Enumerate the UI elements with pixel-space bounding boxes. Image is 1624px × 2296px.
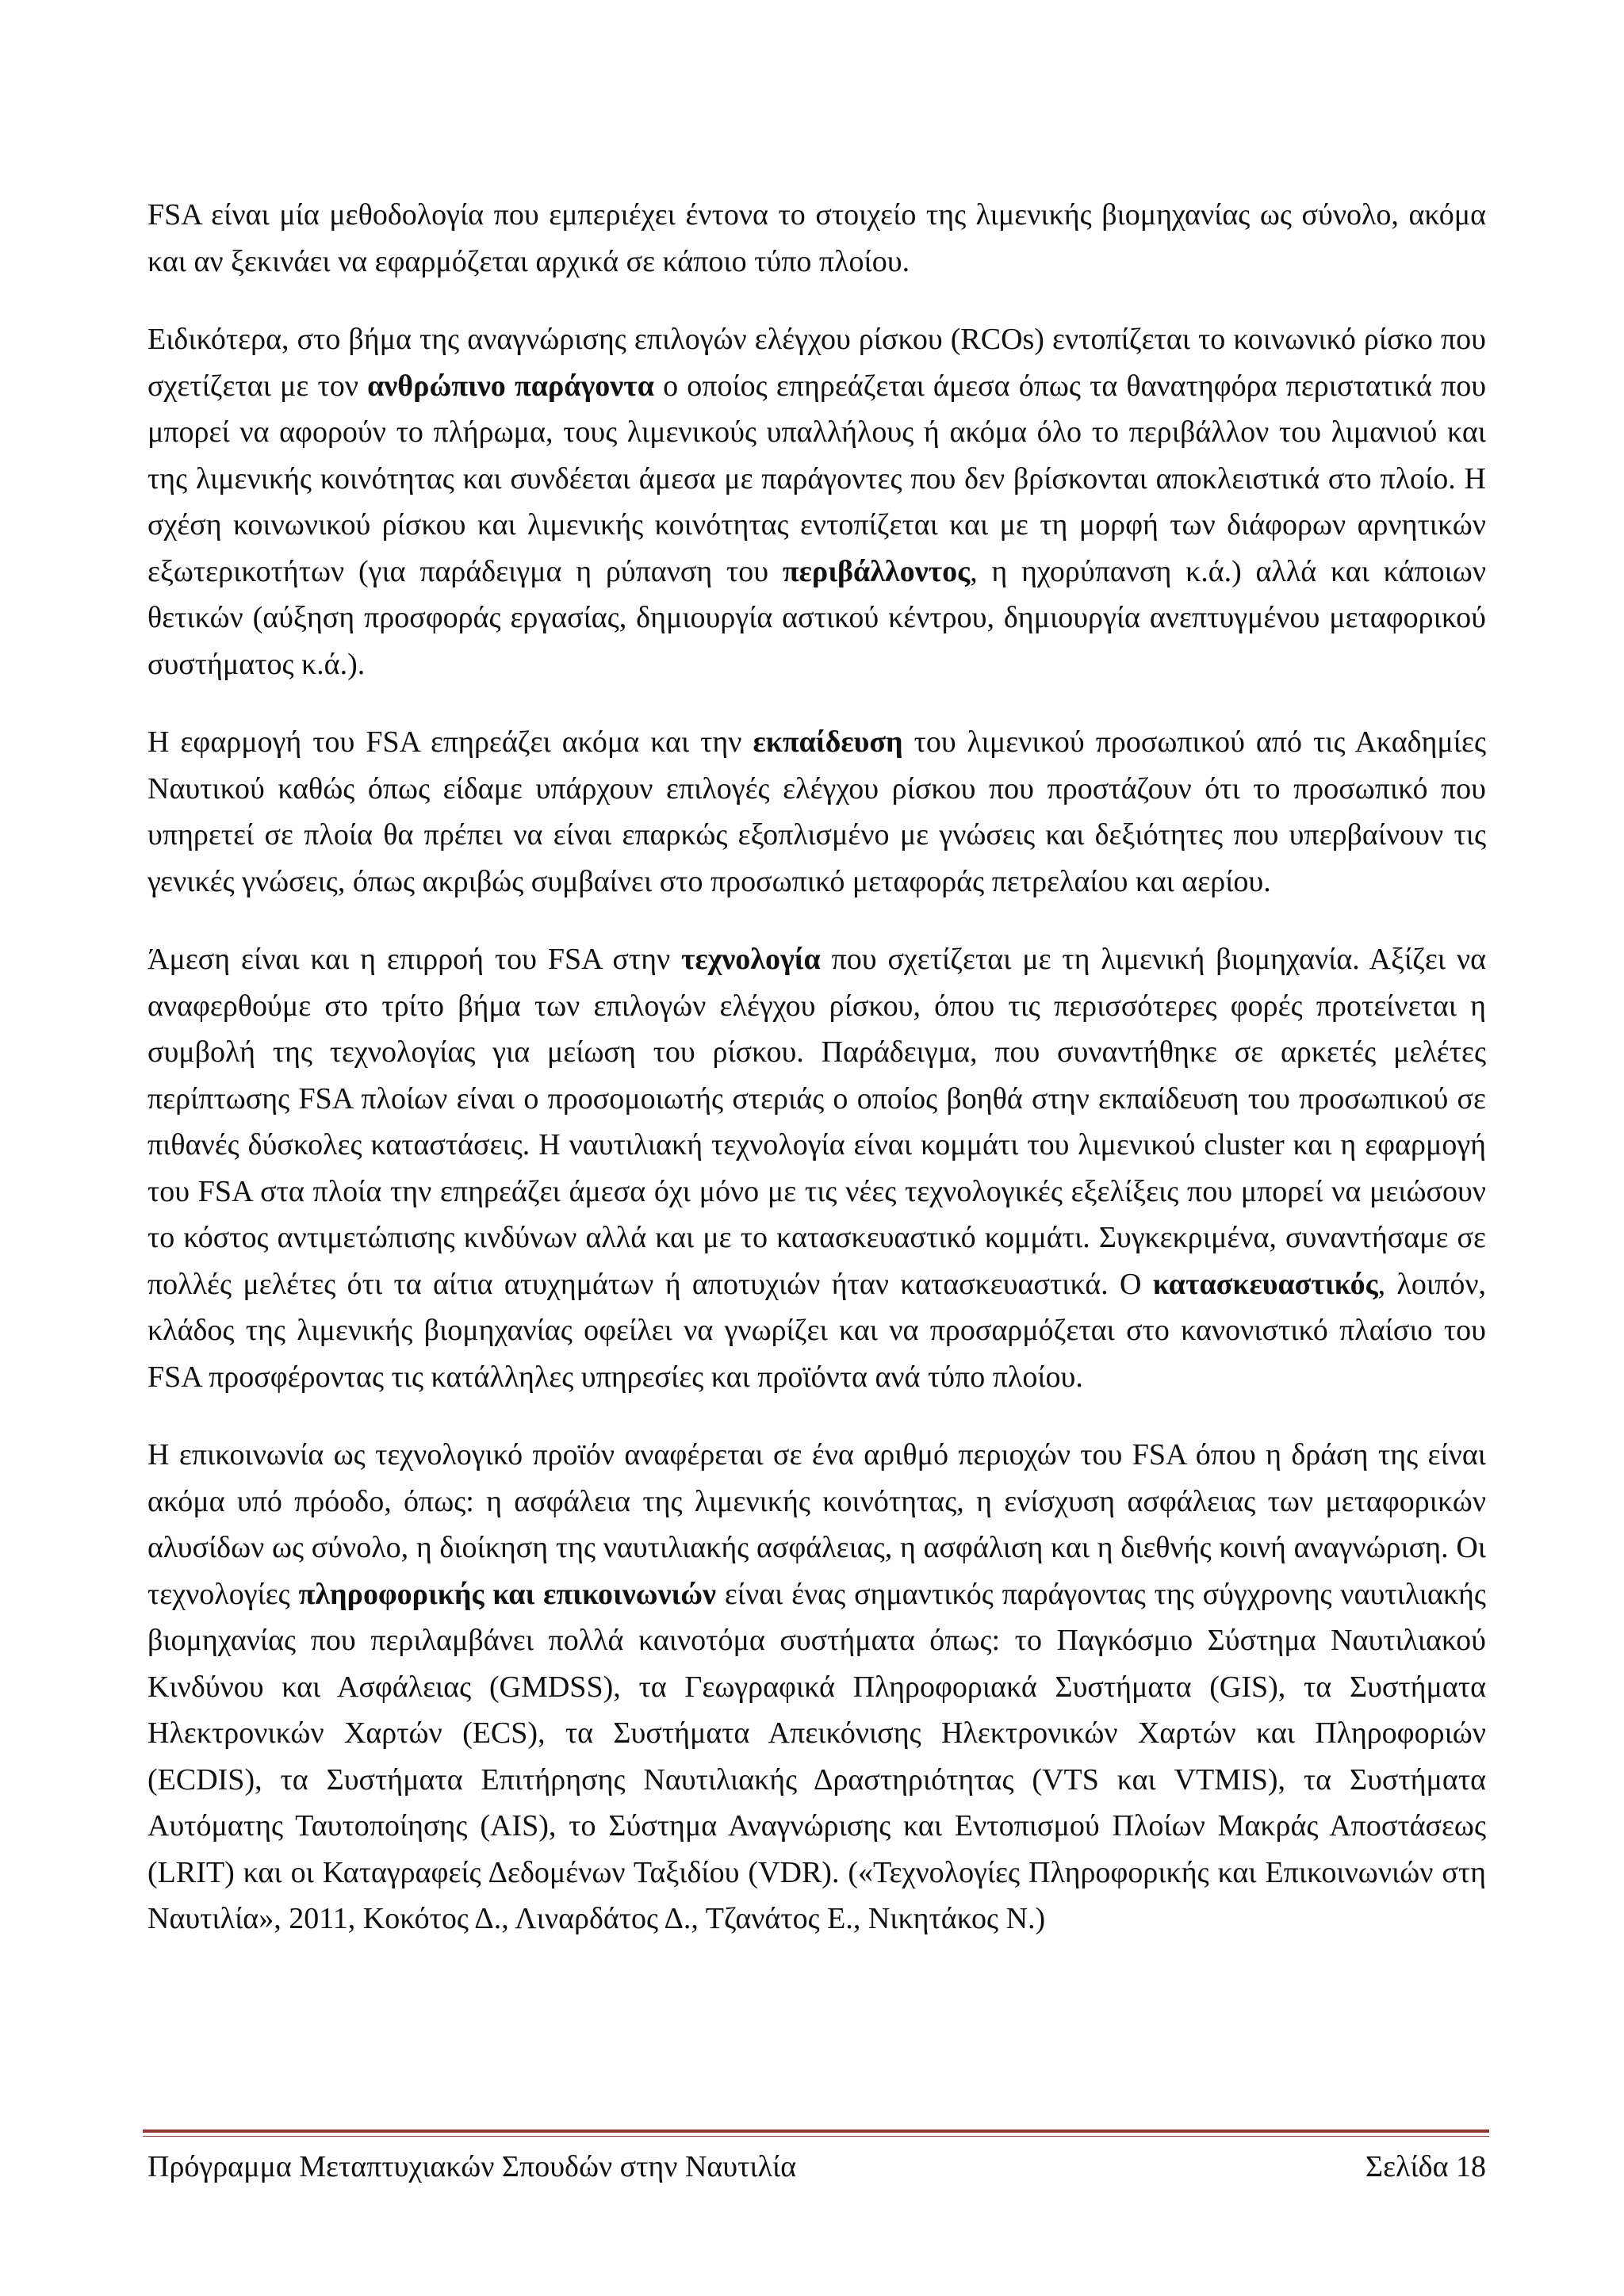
paragraph-4: [147, 936, 1486, 1400]
text-run: Ειδικότερα, στο βήμα της αναγνώρισης επιλογών ελέγχου ρίσκου (RCOs) εντοπίζεται το κοινωνικό ρίσκο που σχετίζεται με τον: [147, 323, 1486, 403]
footer-rule-thin: [143, 2136, 1489, 2137]
bold-term: εκπαίδευση: [753, 725, 903, 759]
text-run: ο οποίος επηρεάζεται άμεσα όπως τα θανατηφόρα περιστατικά που μπορεί να αφορούν το πλήρωμα, τους λιμενικούς υπαλλήλους ή ακόμα όλο το περιβάλλον του λιμανιού και της λιμενικής κοινότητας και συνδέεται άμεσα με παράγοντες που δεν βρίσκονται αποκλειστικά στο πλοίο. Η σχέση κοινωνικού ρίσκου και λιμενικής κοινότητας εντοπίζεται και με τη μορφή των διάφορων αρνητικών εξωτερικοτήτων (για παράδειγμα η ρύπανση του: [147, 369, 1487, 588]
body-text: [147, 192, 1486, 1974]
text-run: Άμεση είναι και η επιρροή του FSA στην: [147, 943, 681, 976]
bold-term: ανθρώπινο παράγοντα: [367, 369, 654, 403]
bold-term: περιβάλλοντος: [782, 554, 971, 588]
bold-term: τεχνολογία: [681, 943, 821, 976]
footer-rule: [143, 2130, 1489, 2133]
footer-page-number: Σελίδα 18: [1365, 2150, 1486, 2183]
text-run: , η ηχορύπανση κ.ά.) αλλά και κάποιων θετικών (αύξηση προσφοράς εργασίας, δημιουργία αστικού κέντρου, δημιουργία ανεπτυγμένου μεταφορικού συστήματος κ.ά.).: [147, 554, 1486, 681]
text-run: , λοιπόν, κλάδος της λιμενικής βιομηχανίας οφείλει να γνωρίζει και να προσαρμόζεται στο κανονιστικό πλαίσιο του FSA προσφέροντας τις κατάλληλες υπηρεσίες και προϊόντα ανά τύπο πλοίου.: [147, 1267, 1487, 1394]
paragraph-3: [147, 719, 1486, 905]
text-run: που σχετίζεται με τη λιμενική βιομηχανία. Αξίζει να αναφερθούμε στο τρίτο βήμα των επιλογών ελέγχου ρίσκου, όπου τις περισσότερες φορές προτείνεται η συμβολή της τεχνολογίας για μείωση του ρίσκου. Παράδειγμα, που συναντήθηκε σε αρκετές μελέτες περίπτωσης FSA πλοίων είναι ο προσομοιωτής στεριάς ο οποίος βοηθά στην εκπαίδευση του προσωπικού σε πιθανές δύσκολες καταστάσεις. Η ναυτιλιακή τεχνολογία είναι κομμάτι του λιμενικού cluster και η εφαρμογή του FSA στα πλοία την επηρεάζει άμεσα όχι μόνο με τις νέες τεχνολογικές εξελίξεις που μπορεί να μειώσουν το κόστος αντιμετώπισης κινδύνων αλλά και με το κατασκευαστικό κομμάτι. Συγκεκριμένα, συναντήσαμε σε πολλές μελέτες ότι τα αίτια ατυχημάτων ή αποτυχιών ήταν κατασκευαστικά. Ο: [147, 943, 1486, 1301]
paragraph-2: [147, 316, 1486, 687]
page-footer: [147, 2145, 1486, 2188]
footer-program-title: Πρόγραμμα Μεταπτυχιακών Σπουδών στην Ναυτιλία: [147, 2150, 797, 2183]
text-run: Η εφαρμογή του FSA επηρεάζει ακόμα και την: [147, 725, 753, 759]
text-run: Η επικοινωνία ως τεχνολογικό προϊόν αναφέρεται σε ένα αριθμό περιοχών του FSA όπου η δράση της είναι ακόμα υπό πρόοδο, όπως: η ασφάλεια της λιμενικής κοινότητας, η ενίσχυση ασφάλειας των μεταφορικών αλυσίδων ως σύνολο, η διοίκηση της ναυτιλιακής ασφάλειας, η ασφάλιση και η διεθνής κοινή αναγνώριση. Οι τεχνολογίες: [147, 1438, 1486, 1611]
bold-term: πληροφορικής και επικοινωνιών: [298, 1577, 717, 1611]
paragraph-1: [147, 192, 1486, 285]
text-run: FSA είναι μία μεθοδολογία που εμπεριέχει έντονα το στοιχείο της λιμενικής βιομηχανίας ως σύνολο, ακόμα και αν ξεκινάει να εφαρμόζεται αρχικά σε κάποιο τύπο πλοίου.: [147, 198, 1486, 278]
text-run: του λιμενικού προσωπικού από τις Ακαδημίες Ναυτικού καθώς όπως είδαμε υπάρχουν επιλογές ελέγχου ρίσκου που προστάζουν ότι το προσωπικό που υπηρετεί σε πλοία θα πρέπει να είναι επαρκώς εξοπλισμένο με γνώσεις και δεξιότητες που υπερβαίνουν τις γενικές γνώσεις, όπως ακριβώς συμβαίνει στο προσωπικό μεταφοράς πετρελαίου και αερίου.: [147, 725, 1486, 898]
bold-term: κατασκευαστικός: [1152, 1267, 1378, 1301]
text-run: είναι ένας σημαντικός παράγοντας της σύγχρονης ναυτιλιακής βιομηχανίας που περιλαμβάνει πολλά καινοτόμα συστήματα όπως: το Παγκόσμιο Σύστημα Ναυτιλιακού Κινδύνου και Ασφάλειας (GMDSS), τα Γεωγραφικά Πληροφοριακά Συστήματα (GIS), τα Συστήματα Ηλεκτρονικών Χαρτών (ECS), τα Συστήματα Απεικόνισης Ηλεκτρονικών Χαρτών και Πληροφοριών (ECDIS), τα Συστήματα Επιτήρησης Ναυτιλιακής Δραστηριότητας (VTS και VTMIS), τα Συστήματα Αυτόματης Ταυτοποίησης (AIS), το Σύστημα Αναγνώρισης και Εντοπισμού Πλοίων Μακράς Αποστάσεως (LRIT) και οι Καταγραφείς Δεδομένων Ταξιδίου (VDR). («Τεχνολογίες Πληροφορικής και Επικοινωνιών στη Ναυτιλία», 2011, Κοκότος Δ., Λιναρδάτος Δ., Τζανάτος Ε., Νικητάκος Ν.): [147, 1577, 1486, 1935]
paragraph-5: [147, 1432, 1486, 1942]
